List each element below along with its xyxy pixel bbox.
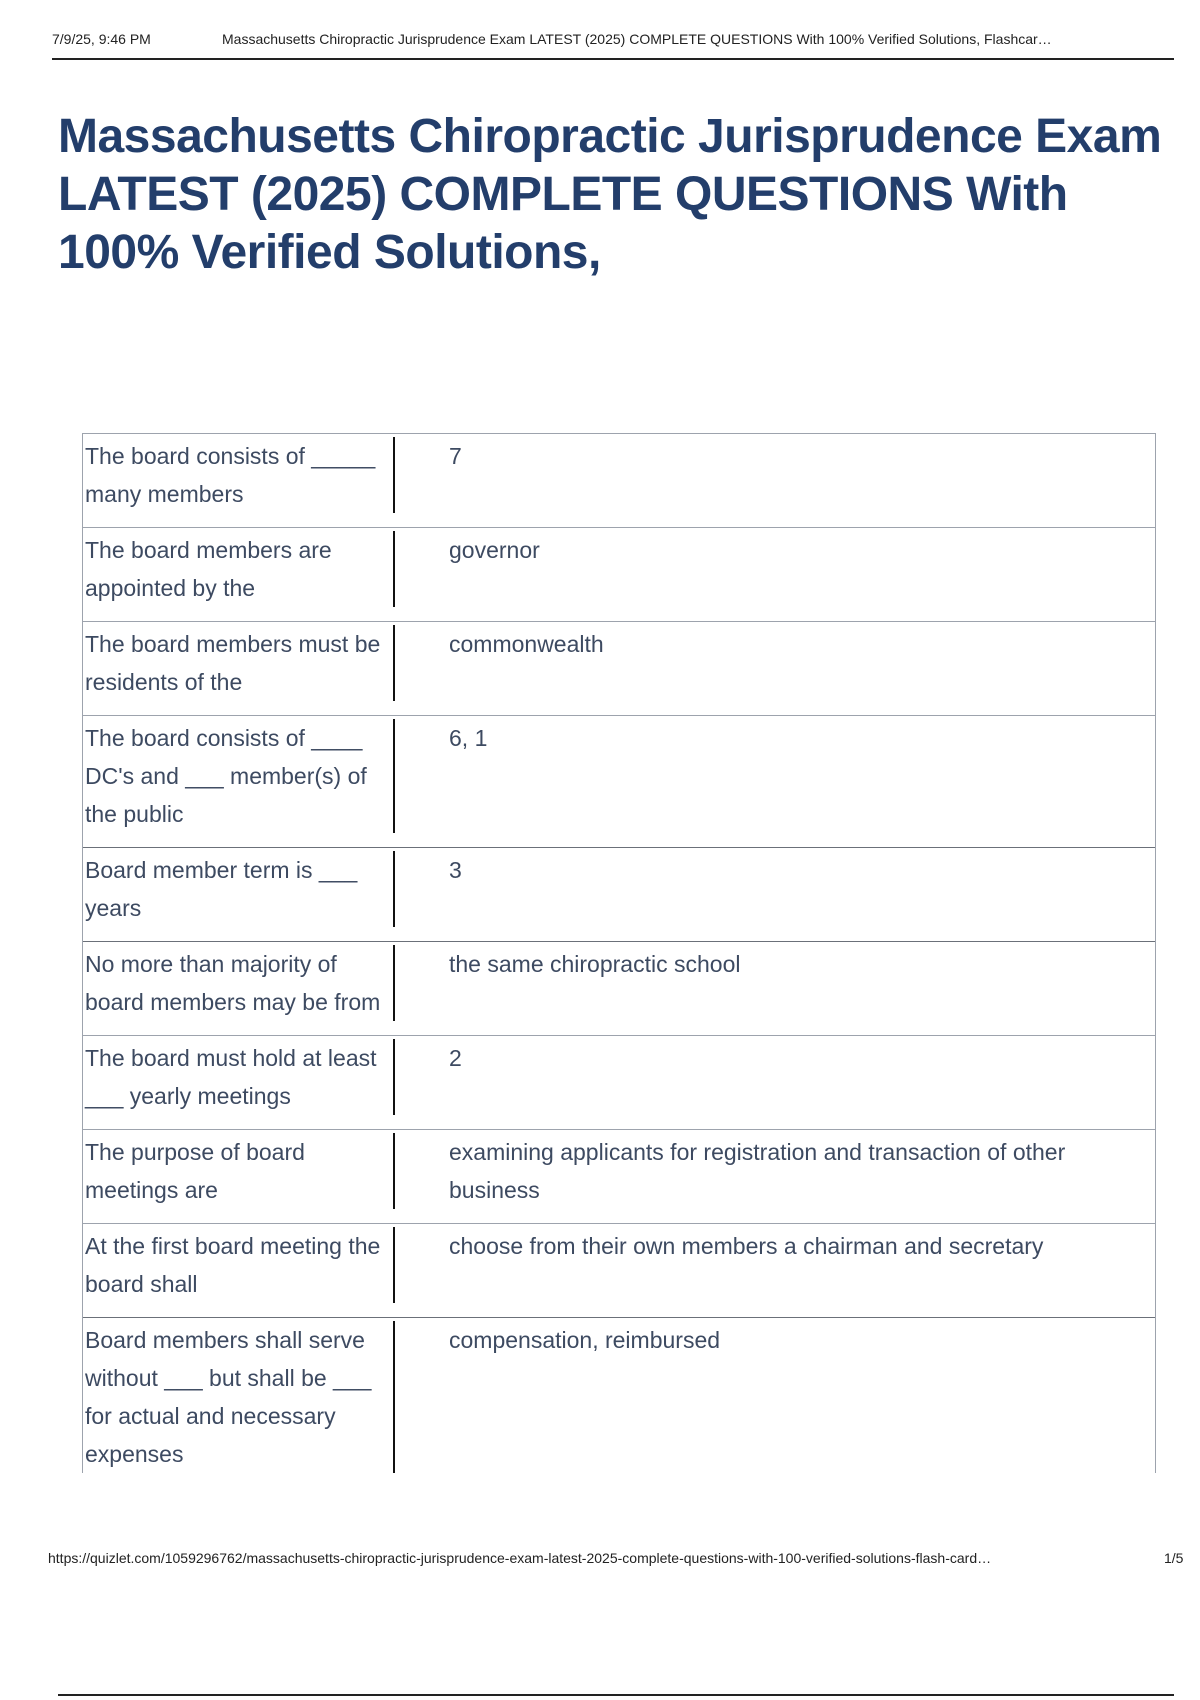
print-date: 7/9/25, 9:46 PM xyxy=(52,31,151,47)
flashcard-term xyxy=(83,622,401,715)
flashcard-term-text: Board member term is ___ years xyxy=(85,851,395,927)
page-number: 1/5 xyxy=(1164,1550,1184,1566)
flashcard-term xyxy=(83,1130,401,1223)
flashcard-row xyxy=(83,1318,1155,1473)
flashcard-row xyxy=(83,434,1155,528)
flashcard-term-text: No more than majority of board members may be from xyxy=(85,945,395,1021)
flashcard-definition: compensation, reimbursed xyxy=(449,1327,721,1353)
print-page-title: Massachusetts Chiropractic Jurisprudence Exam LATEST (2025) COMPLETE QUESTIONS With 100% Verified Solutions, Flashcar… xyxy=(222,31,1052,47)
flashcard-term-text: The board must hold at least ___ yearly meetings xyxy=(85,1039,395,1115)
flashcard-term-text: Board members shall serve without ___ but shall be ___ for actual and necessary expenses xyxy=(85,1321,395,1473)
flashcard-term xyxy=(83,1318,401,1473)
flashcard-row xyxy=(83,848,1155,942)
flashcard-term-text: The purpose of board meetings are xyxy=(85,1133,395,1209)
print-header xyxy=(52,28,1174,60)
flashcard-term xyxy=(83,1224,401,1317)
flashcard-row xyxy=(83,942,1155,1036)
flashcard-definition: 3 xyxy=(449,857,462,883)
flashcard-term xyxy=(83,434,401,527)
flashcard-term-text: The board members must be residents of the xyxy=(85,625,395,701)
document-title: Massachusetts Chiropractic Jurisprudence Exam LATEST (2025) COMPLETE QUESTIONS With 100% Verified Solutions, xyxy=(58,110,1162,279)
flashcard-row xyxy=(83,528,1155,622)
flashcard-term xyxy=(83,716,401,847)
flashcard-definition: examining applicants for registration and transaction of other business xyxy=(449,1139,1066,1203)
flashcard-row xyxy=(83,1224,1155,1318)
flashcard-definition: 2 xyxy=(449,1045,462,1071)
flashcard-table xyxy=(82,433,1156,1473)
flashcard-row xyxy=(83,716,1155,848)
flashcard-definition: choose from their own members a chairman and secretary xyxy=(449,1233,1044,1259)
flashcard-definition: the same chiropractic school xyxy=(449,951,741,977)
source-url: https://quizlet.com/1059296762/massachusetts-chiropractic-jurisprudence-exam-latest-2025-complete-questions-with-100-verified-solutions-flash-card… xyxy=(48,1550,992,1566)
flashcard-definition: 6, 1 xyxy=(449,725,488,751)
flashcard-term-text: The board consists of _____ many members xyxy=(85,437,395,513)
flashcard-term-text: The board members are appointed by the xyxy=(85,531,395,607)
flashcard-definition: commonwealth xyxy=(449,631,604,657)
flashcard-row xyxy=(83,1036,1155,1130)
flashcard-row xyxy=(83,1130,1155,1224)
flashcard-term xyxy=(83,1036,401,1129)
flashcard-term-text: At the first board meeting the board shall xyxy=(85,1227,395,1303)
flashcard-definition: 7 xyxy=(449,443,462,469)
flashcard-term xyxy=(83,848,401,941)
flashcard-definition: governor xyxy=(449,537,540,563)
flashcard-term xyxy=(83,942,401,1035)
flashcard-row xyxy=(83,622,1155,716)
flashcard-term-text: The board consists of ____ DC's and ___ member(s) of the public xyxy=(85,719,395,833)
flashcard-term xyxy=(83,528,401,621)
page-bottom-rule xyxy=(58,1694,1174,1696)
